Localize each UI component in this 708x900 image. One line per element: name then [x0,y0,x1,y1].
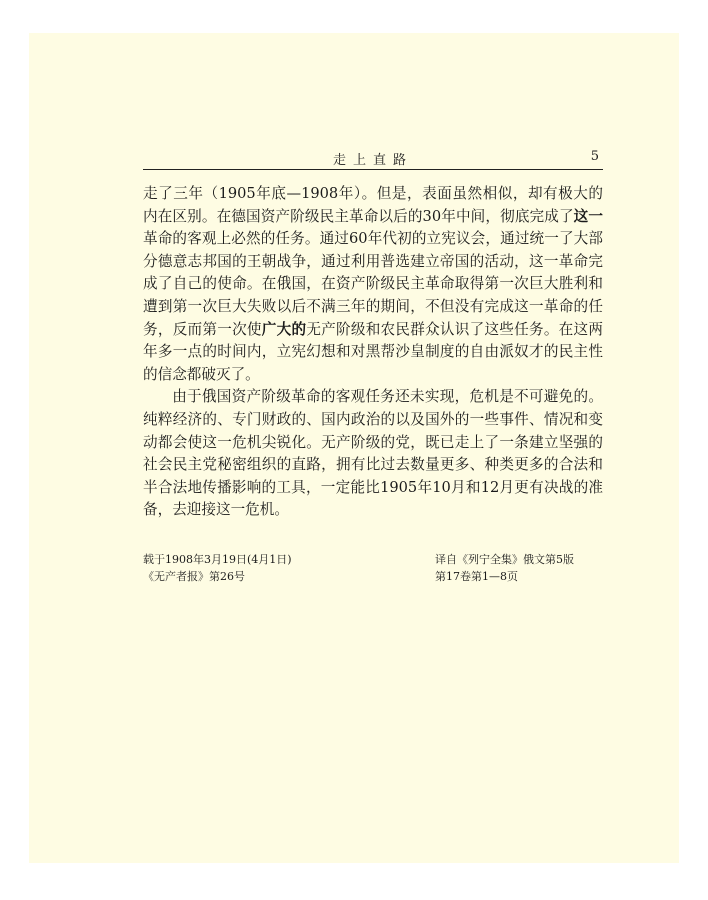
book-page [29,33,679,863]
paragraph-1-part-e: 无产阶级和农民群众认识了这些任务。在这两年多一点的时间内，立宪幻想和对黑帮沙皇制度的自由派奴才的民主性的信念都破灭了。 [143,320,603,383]
body-text [143,183,603,522]
paragraph-1 [143,183,603,386]
paragraph-2: 由于俄国资产阶级革命的客观任务还未实现，危机是不可避免的。纯粹经济的、专门财政的、国内政治的以及国外的一些事件、情况和变动都会使这一危机尖锐化。无产阶级的党，既已走上了一条建立坚强的社会民主党秘密组织的直路，拥有比过去数量更多、种类更多的合法和半合法地传播影响的工具，一定能比1905年10月和12月更有决战的准备，去迎接这一危机。 [143,388,603,519]
emphasis-guangda: 广大的 [261,320,307,338]
header-title: 走上直路 [332,153,413,168]
translation-volume: 第17卷第1—8页 [435,569,518,583]
page-number: 5 [590,149,599,164]
translation-source [435,552,605,585]
paragraph-1-part-a: 走了三年（1905年底—1908年）。但是，表面虽然相似，却有极大的内在区别。在德国资产阶级民主革命以后的30年中间，彻底完成了 [143,185,603,225]
publication-source [143,552,403,585]
translation-edition: 译自《列宁全集》俄文第5版 [435,553,574,566]
publication-date: 载于1908年3月19日(4月1日) [143,553,292,566]
paragraph-1-part-c: 革命的客观上必然的任务。通过60年代初的立宪议会，通过统一了大部分德意志邦国的王朝战争，通过利用普选建立帝国的活动，这一革命完成了自己的使命。在俄国，在资产阶级民主革命取得第一次巨大胜利和遭到第一次巨大失败以后不满三年的期间，不但没有完成这一革命的任务，反而第一次使 [143,230,603,338]
running-header [143,147,603,170]
emphasis-zheyi: 这一 [573,207,603,225]
publication-newspaper: 《无产者报》第26号 [143,569,245,583]
